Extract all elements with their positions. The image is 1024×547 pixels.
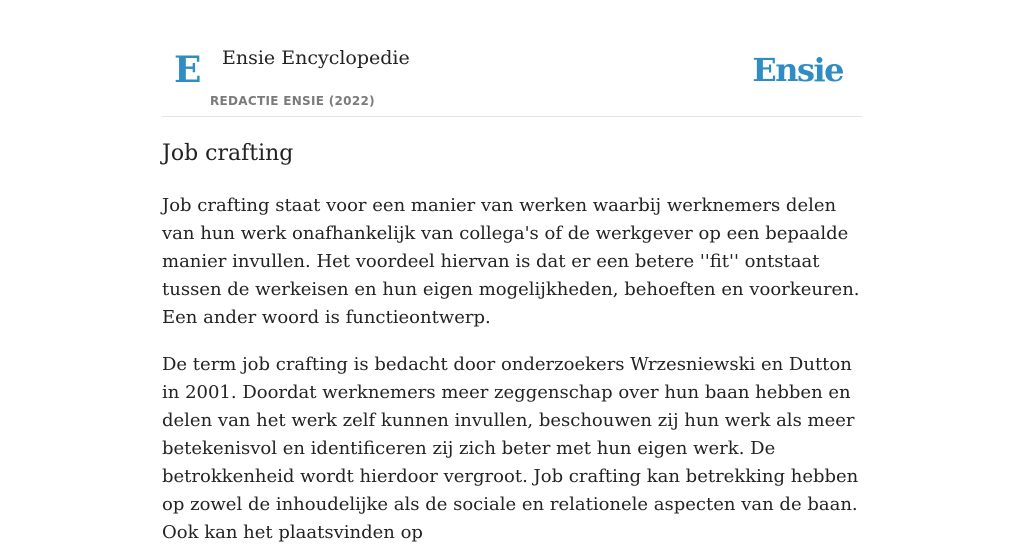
site-name[interactable]: Ensie Encyclopedie [222,47,410,69]
ensie-logo-icon[interactable]: E [174,49,202,91]
article-paragraph: Job crafting staat voor een manier van werken waarbij werknemers delen van hun werk onafhankelijk van collega's of de werkgever op een bepaalde manier invullen. Het voordeel hiervan is dat er een betere ''fit'' ontstaat tussen de werkeisen en hun eigen mogelijkheden, behoeften en voorkeuren. Een ander woord is functieontwerp. [162,195,860,328]
article [162,138,862,547]
author-credit: REDACTIE ENSIE (2022) [210,94,375,108]
site-header [162,0,862,117]
article-paragraph: De term job crafting is bedacht door onderzoekers Wrzesniewski en Dutton in 2001. Doordat werknemers meer zeggenschap over hun baan hebben en delen van het werk zelf kunnen invullen, beschouwen zij hun werk als meer betekenisvol en identificeren zij zich beter met hun eigen werk. De betrokkenheid wordt hierdoor vergroot. Job crafting kan betrekking hebben op zowel de inhoudelijke als de sociale en relationele aspecten van de baan. Ook kan het plaatsvinden op [162,354,859,543]
article-title: Job crafting [162,141,294,166]
brand-logo[interactable]: Ensie [752,51,843,89]
